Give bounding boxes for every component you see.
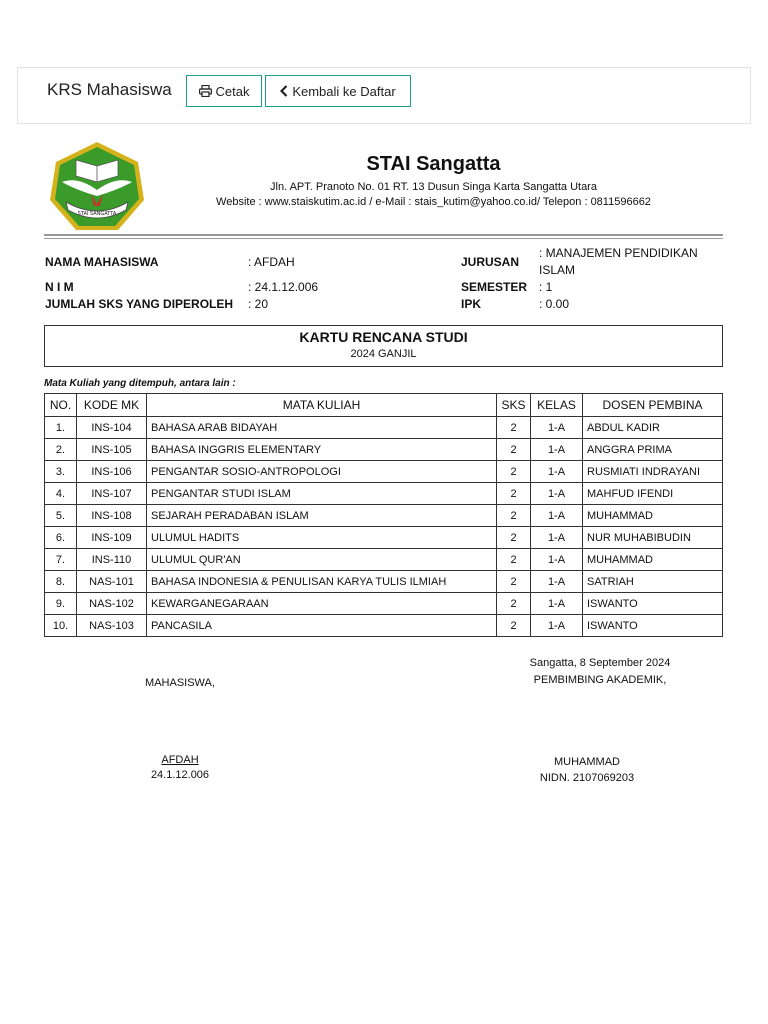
table-row <box>45 615 723 637</box>
cell-dosen: RUSMIATI INDRAYANI <box>583 461 723 483</box>
print-button-label: Cetak <box>215 83 250 99</box>
cell-no: 1. <box>45 417 77 439</box>
jurusan-label: JURUSAN <box>461 255 520 269</box>
cell-no: 7. <box>45 549 77 571</box>
cell-kode-mk: INS-110 <box>77 549 147 571</box>
krs-title: KARTU RENCANA STUDI <box>299 329 468 345</box>
table-row <box>45 549 723 571</box>
cell-kode-mk: INS-108 <box>77 505 147 527</box>
cell-no: 6. <box>45 527 77 549</box>
col-header-kelas: KELAS <box>531 394 583 417</box>
table-row <box>45 483 723 505</box>
page-title: KRS Mahasiswa <box>47 80 172 99</box>
sks-label: JUMLAH SKS YANG DIPEROLEH <box>45 297 234 311</box>
cell-kelas: 1-A <box>531 593 583 615</box>
cell-kode-mk: NAS-103 <box>77 615 147 637</box>
col-header-no: NO. <box>45 394 77 417</box>
cell-dosen: ISWANTO <box>583 615 723 637</box>
student-signature-name: AFDAH <box>161 754 199 766</box>
table-row <box>45 571 723 593</box>
cell-kelas: 1-A <box>531 439 583 461</box>
cell-mata-kuliah: BAHASA INGGRIS ELEMENTARY <box>147 439 497 461</box>
advisor-signature-nidn: NIDN. 2107069203 <box>539 772 635 784</box>
cell-kelas: 1-A <box>531 549 583 571</box>
cell-mata-kuliah: ULUMUL QUR'AN <box>147 549 497 571</box>
cell-no: 9. <box>45 593 77 615</box>
cell-kode-mk: NAS-102 <box>77 593 147 615</box>
student-role: MAHASISWA, <box>145 677 215 689</box>
table-row <box>45 417 723 439</box>
cell-kode-mk: INS-104 <box>77 417 147 439</box>
cell-sks: 2 <box>497 461 531 483</box>
jurusan-value-cont: ISLAM <box>539 263 576 277</box>
cell-sks: 2 <box>497 527 531 549</box>
cell-kelas: 1-A <box>531 461 583 483</box>
cell-kelas: 1-A <box>531 615 583 637</box>
cell-sks: 2 <box>497 483 531 505</box>
cell-sks: 2 <box>497 615 531 637</box>
cell-kelas: 1-A <box>531 417 583 439</box>
cell-dosen: MUHAMMAD <box>583 549 723 571</box>
table-row <box>45 461 723 483</box>
cell-mata-kuliah: PENGANTAR STUDI ISLAM <box>147 483 497 505</box>
table-row <box>45 505 723 527</box>
table-row <box>45 439 723 461</box>
col-header-dosen: DOSEN PEMBINA <box>583 394 723 417</box>
cell-sks: 2 <box>497 439 531 461</box>
sks-value: : 20 <box>248 297 269 311</box>
jurusan-value: : MANAJEMEN PENDIDIKAN <box>539 246 698 260</box>
cell-dosen: ISWANTO <box>583 593 723 615</box>
cell-mata-kuliah: PANCASILA <box>147 615 497 637</box>
logo-text: STAI SANGATTA <box>77 211 117 217</box>
cell-dosen: MAHFUD IFENDI <box>583 483 723 505</box>
advisor-role: PEMBIMBING AKADEMIK, <box>533 674 667 686</box>
cell-kode-mk: INS-109 <box>77 527 147 549</box>
header-divider <box>44 234 723 236</box>
cell-kode-mk: INS-105 <box>77 439 147 461</box>
cell-mata-kuliah: SEJARAH PERADABAN ISLAM <box>147 505 497 527</box>
krs-title-box <box>44 325 723 367</box>
cell-sks: 2 <box>497 505 531 527</box>
cell-no: 5. <box>45 505 77 527</box>
back-to-list-button[interactable] <box>265 75 411 107</box>
cell-dosen: MUHAMMAD <box>583 505 723 527</box>
col-header-sks: SKS <box>497 394 531 417</box>
advisor-signature-name: MUHAMMAD <box>554 756 620 768</box>
institution-name: STAI Sangatta <box>366 153 501 175</box>
cell-kode-mk: INS-106 <box>77 461 147 483</box>
place-date: Sangatta, 8 September 2024 <box>529 657 671 669</box>
ipk-value: : 0.00 <box>539 297 570 311</box>
cell-no: 10. <box>45 615 77 637</box>
nama-value: : AFDAH <box>248 255 295 269</box>
cell-kelas: 1-A <box>531 483 583 505</box>
col-header-kode: KODE MK <box>77 394 147 417</box>
cell-no: 8. <box>45 571 77 593</box>
top-bar <box>17 67 751 124</box>
table-header-row <box>45 394 723 417</box>
cell-dosen: ANGGRA PRIMA <box>583 439 723 461</box>
cell-mata-kuliah: PENGANTAR SOSIO-ANTROPOLOGI <box>147 461 497 483</box>
course-table <box>44 393 723 637</box>
institution-contact: Website : www.staiskutim.ac.id / e-Mail : stais_kutim@yahoo.co.id/ Telepon : 0811596662 <box>216 196 651 208</box>
cell-sks: 2 <box>497 549 531 571</box>
back-button-label: Kembali ke Daftar <box>292 83 396 99</box>
chevron-left-icon <box>280 85 288 97</box>
cell-sks: 2 <box>497 417 531 439</box>
institution-header <box>44 140 723 236</box>
cell-sks: 2 <box>497 593 531 615</box>
nama-label: NAMA MAHASISWA <box>45 255 159 269</box>
cell-dosen: NUR MUHABIBUDIN <box>583 527 723 549</box>
cell-no: 2. <box>45 439 77 461</box>
cell-kelas: 1-A <box>531 571 583 593</box>
cell-kelas: 1-A <box>531 505 583 527</box>
nim-value: : 24.1.12.006 <box>248 280 319 294</box>
cell-kode-mk: NAS-101 <box>77 571 147 593</box>
semester-value: : 1 <box>539 280 553 294</box>
col-header-mata-kuliah: MATA KULIAH <box>147 394 497 417</box>
institution-address: Jln. APT. Pranoto No. 01 RT. 13 Dusun Singa Karta Sangatta Utara <box>270 181 597 193</box>
cell-mata-kuliah: ULUMUL HADITS <box>147 527 497 549</box>
cell-kode-mk: INS-107 <box>77 483 147 505</box>
print-button[interactable] <box>186 75 262 107</box>
table-row <box>45 593 723 615</box>
student-signature-nim: 24.1.12.006 <box>150 769 210 781</box>
cell-no: 4. <box>45 483 77 505</box>
cell-dosen: SATRIAH <box>583 571 723 593</box>
header-divider-thin <box>44 238 723 239</box>
cell-no: 3. <box>45 461 77 483</box>
cell-mata-kuliah: KEWARGANEGARAAN <box>147 593 497 615</box>
ipk-label: IPK <box>461 297 482 311</box>
printer-icon <box>199 85 212 97</box>
cell-mata-kuliah: BAHASA INDONESIA & PENULISAN KARYA TULIS ILMIAH <box>147 571 497 593</box>
cell-dosen: ABDUL KADIR <box>583 417 723 439</box>
semester-label: SEMESTER <box>461 280 528 294</box>
table-row <box>45 527 723 549</box>
cell-sks: 2 <box>497 571 531 593</box>
cell-mata-kuliah: BAHASA ARAB BIDAYAH <box>147 417 497 439</box>
krs-period: 2024 GANJIL <box>350 348 417 360</box>
nim-label: N I M <box>45 280 74 294</box>
cell-kelas: 1-A <box>531 527 583 549</box>
course-caption: Mata Kuliah yang ditempuh, antara lain : <box>44 378 236 389</box>
